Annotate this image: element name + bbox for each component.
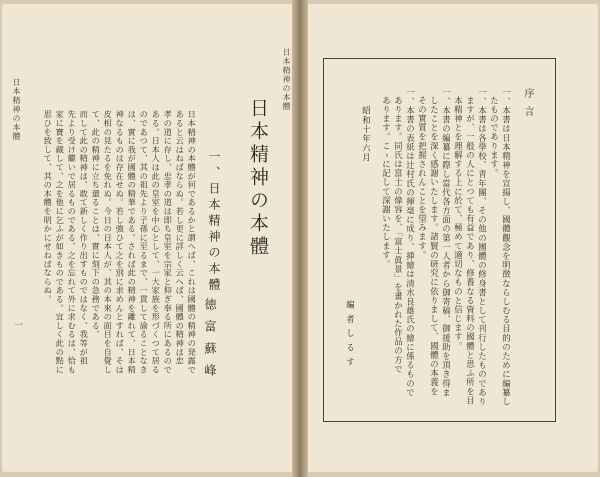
page-number: 一: [14, 321, 24, 331]
body-line: 日本精神の本體が何であるかと謂へば、これは國體の精神の発露で: [187, 110, 198, 374]
preface-date: 昭和十年六月: [361, 106, 372, 163]
preface-line: 一、本書の編纂に際し當代各方面の第一人者から御寄稿、御援助を頂き得ま: [441, 88, 452, 398]
preface-signature: 編者しるす: [345, 300, 356, 372]
body-line: 皮相の見たるを免れぬ。今日の日本人が、其の本來の面目を自覺し: [103, 110, 114, 374]
body-line: 思ひを致して、其の本體を明かにせねばならぬ。: [43, 110, 54, 304]
body-line: 神なるものは存在せぬ。若し強ひて之を別に求めんとすれば、そは: [115, 110, 126, 374]
preface-line: たものであります。: [489, 96, 500, 178]
preface-line: あります。こゝに記して深謝いたします。: [381, 96, 392, 269]
preface-line: 本精神とを理解する上に於て、極めて適切なものと信じます。: [453, 96, 464, 351]
author-name: 徳富蘇峰: [203, 298, 217, 386]
body-line: 而して此の精神は、敢て新しく作り出すものではなく、我等が祖: [79, 110, 90, 366]
section-heading: 一、日本精神の本體: [207, 150, 221, 294]
book-gutter: [292, 0, 308, 477]
section-title: 日本精神の本體: [247, 98, 269, 259]
body-line: 先より受け繼いで居るものである。之を忘れて外に求むるは、恰も: [67, 110, 78, 374]
preface-line: ますが、一般の人にとつても有益であり、修養なる資料の國體と思ふ所を目: [465, 96, 476, 406]
preface-line: したことを深く感謝いたします。諸賢の研究に依りまして、國體の本義を: [429, 96, 440, 396]
body-line: て、此の精神に立ち還ることは、實に刻下の急務である。: [91, 110, 102, 339]
body-line: あると云はねばならぬ。若し更に詳しく云へば、國體の精神は忠: [175, 110, 186, 366]
body-line: 家に寶を藏して、之を他に乞ふが如きものである。宜しく此の點に: [55, 110, 66, 374]
preface-title: 序言: [522, 88, 533, 124]
preface-line: 一、本書の表紙は辻村氏の揮毫に成り、挿繪は清水良雄氏の繪に係るもので: [405, 88, 416, 398]
preface-line: 一、本書は各學校、青年團、その他の團體の修身書として刊行したものであり: [477, 88, 488, 407]
inner-running-header: 日本精神の本體: [282, 48, 291, 111]
body-line: のであつて、其の祖先より子孫に至るまで、一貫して渝ることなき: [139, 110, 150, 374]
margin-running-header: 日本精神の本體: [12, 78, 21, 141]
preface-line: 一、本書は日本精神を宣揚し、國體觀念を明徴ならしむる目的のために編纂し: [501, 88, 512, 407]
body-line: ある。日本人は此の皇室を中心として、一大家族を形づくつて居る: [151, 110, 162, 374]
body-line: 孝の道に存し、忠孝の道は即ち皇室を宗家と仰ぎ奉る所にあるので: [163, 110, 174, 374]
body-line: は、實に我が國體の精華である。されば此の精神を離れて、日本精: [127, 110, 138, 374]
preface-line: あります。同氏は富士の偉容を、「富士眞景」を畫かれた作品の方で: [393, 96, 404, 374]
preface-line: その實質を把握されんことを望みます。: [417, 96, 428, 260]
